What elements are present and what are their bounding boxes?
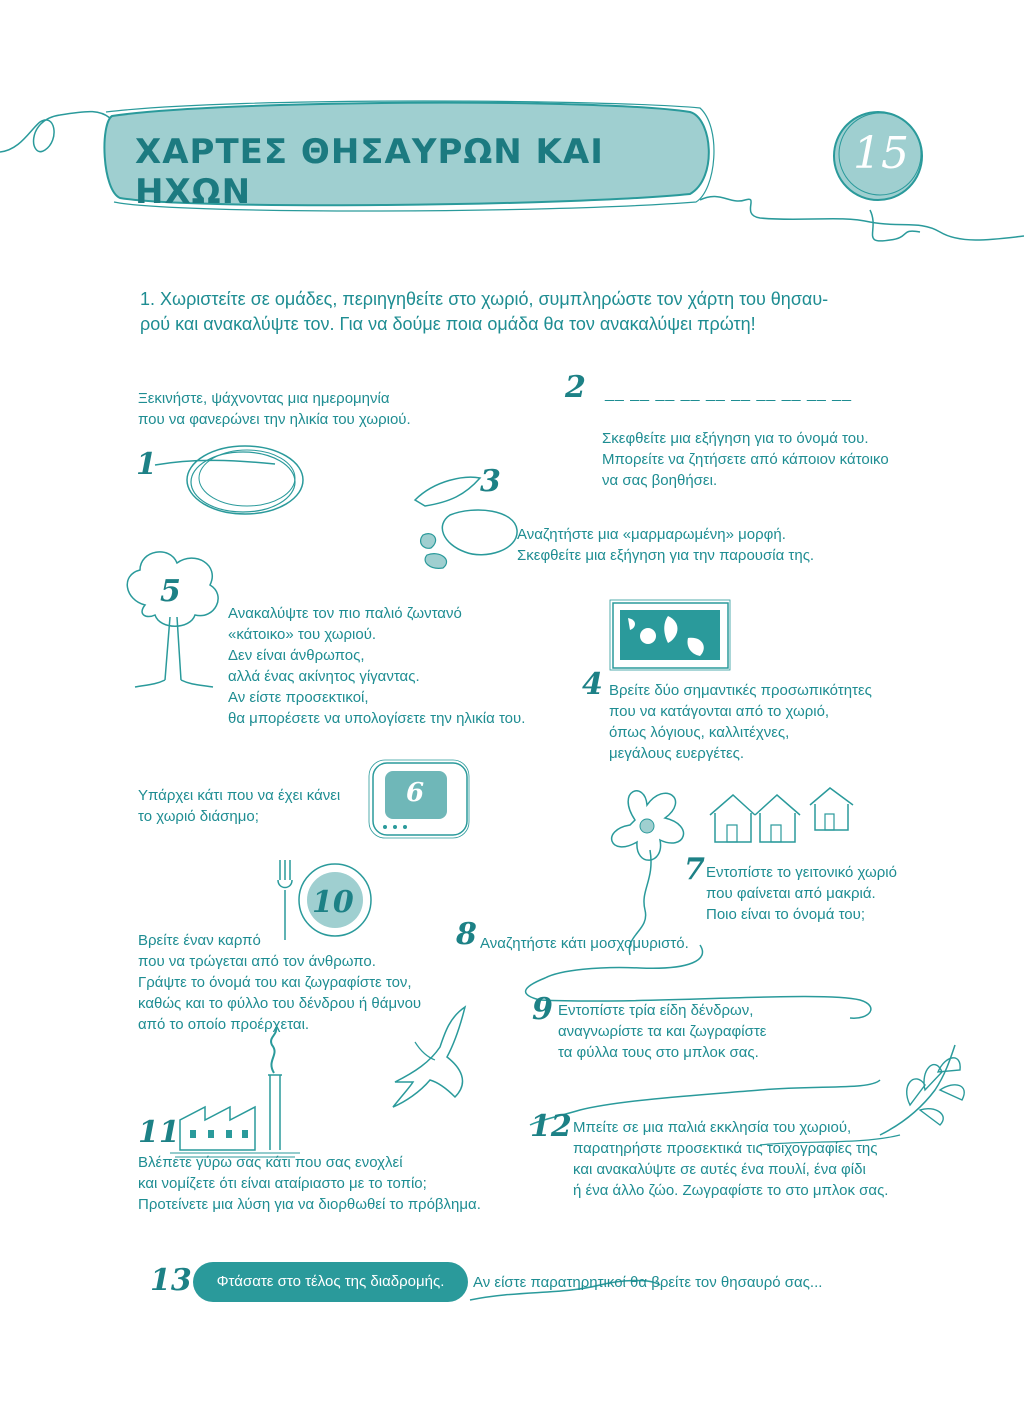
step-4-line: που να κατάγονται από το χωριό, — [609, 703, 830, 720]
step-5-line: Ανακαλύψτε τον πιο παλιό ζωντανό — [228, 605, 462, 622]
step-10-line: από το οποίο προέρχεται. — [138, 1016, 310, 1033]
step-12-line: και ανακαλύψτε σε αυτές ένα πουλί, ένα φίδι — [573, 1161, 866, 1178]
intro-line-2: ρού και ανακαλύψτε τον. Για να δούμε ποια ομάδα θα τον ανακαλύψει πρώτη! — [140, 314, 756, 334]
step-1-text — [138, 388, 458, 430]
step-4-line: μεγάλους ευεργέτες. — [609, 745, 745, 762]
step-4-number: 4 — [582, 667, 603, 702]
stone-figure-icon — [405, 470, 535, 580]
step-8-number: 8 — [456, 917, 477, 952]
end-of-route-badge: Φτάσατε στο τέλος της διαδρομής. — [193, 1262, 468, 1302]
step-9-text — [558, 1000, 838, 1063]
step-6-text — [138, 785, 378, 827]
step-9-line: αναγνωρίστε τα και ζωγραφίστε — [558, 1023, 767, 1040]
step-2-line: να σας βοηθήσει. — [602, 472, 718, 489]
step-12-line: ή ένα άλλο ζώο. Ζωγραφίστε το στο μπλοκ σας. — [573, 1182, 889, 1199]
framed-picture-icon — [608, 598, 738, 678]
step-7-line: Ποιο είναι το όνομά του; — [706, 906, 866, 923]
step-10-line: Βρείτε έναν καρπό — [138, 932, 261, 949]
step-9-line: τα φύλλα τους στο μπλοκ σας. — [558, 1044, 759, 1061]
step-2-number: 2 — [565, 370, 586, 405]
step-5-line: αλλά ένας ακίνητος γίγαντας. — [228, 668, 420, 685]
step-10-line: Γράψτε το όνομά του και ζωγραφίστε τον, — [138, 974, 412, 991]
tree-icon — [115, 545, 235, 695]
step-10-line: καθώς και το φύλλο του δένδρου ή θάμνου — [138, 995, 422, 1012]
step-7-line: Εντοπίστε το γειτονικό χωριό — [706, 864, 897, 881]
step-13-number: 13 — [150, 1263, 192, 1298]
step-12-line: παρατηρήστε προσεκτικά τις τοιχογραφίες της — [573, 1140, 878, 1157]
step-4-line: Βρείτε δύο σημαντικές προσωπικότητες — [609, 682, 872, 699]
step-7-text — [706, 862, 936, 925]
step-11-line: και νομίζετε ότι είναι αταίριαστο με το τοπίο; — [138, 1175, 427, 1192]
step-10-number: 10 — [312, 885, 354, 920]
step-3-line: Αναζητήστε μια «μαρμαρωμένη» μορφή. — [517, 526, 786, 543]
step-2-line: Σκεφθείτε μια εξήγηση για το όνομά του. — [602, 430, 869, 447]
step-5-line: Δεν είναι άνθρωπος, — [228, 647, 365, 664]
bird-icon — [385, 1002, 475, 1112]
page-title: ΧΑΡΤΕΣ ΘΗΣΑΥΡΩΝ ΚΑΙ ΗΧΩΝ — [135, 132, 604, 212]
step-10-line: που να τρώγεται από τον άνθρωπο. — [138, 953, 376, 970]
step-12-line: Μπείτε σε μια παλιά εκκλησία του χωριού, — [573, 1119, 852, 1136]
step-7-number: 7 — [684, 852, 705, 887]
step-1-line: που να φανερώνει την ηλικία του χωριού. — [138, 411, 411, 428]
step-11-number: 11 — [138, 1115, 180, 1150]
step-5-line: Αν είστε προσεκτικοί, — [228, 689, 369, 706]
intro-line-1: 1. Χωριστείτε σε ομάδες, περιηγηθείτε στο χωριό, συμπληρώστε τον χάρτη του θησαυ- — [140, 289, 829, 309]
step-2-text — [602, 428, 932, 491]
page-number: 15 — [853, 128, 909, 179]
step-6-line: το χωριό διάσημο; — [138, 808, 259, 825]
houses-icon — [705, 780, 865, 850]
step-4-line: όπως λόγιους, καλλιτέχνες, — [609, 724, 790, 741]
step-2-blanks: __ __ __ __ __ __ __ __ __ __ — [605, 385, 852, 402]
step-5-text — [228, 603, 568, 729]
step-11-text — [138, 1152, 538, 1215]
step-9-number: 9 — [532, 992, 553, 1027]
step-12-text — [573, 1117, 933, 1201]
step-6-line: Υπάρχει κάτι που να έχει κάνει — [138, 787, 341, 804]
step-8-line: Αναζητήστε κάτι μοσχομυριστό. — [480, 935, 689, 952]
step-1-number: 1 — [136, 447, 157, 482]
step-12-number: 12 — [530, 1109, 572, 1144]
step-5-line: «κάτοικο» του χωριού. — [228, 626, 377, 643]
step-5-number: 5 — [160, 574, 181, 609]
step-5-line: θα μπορέσετε να υπολογίσετε την ηλικία του. — [228, 710, 526, 727]
step-2-line: Μπορείτε να ζητήσετε από κάποιον κάτοικο — [602, 451, 889, 468]
step-1-line: Ξεκινήστε, ψάχνοντας μια ημερομηνία — [138, 390, 390, 407]
step-7-line: που φαίνεται από μακριά. — [706, 885, 876, 902]
step-6-number: 6 — [406, 778, 425, 808]
step-3-text — [517, 524, 897, 566]
step-13-text: Αν είστε παρατηρητικοί θα βρείτε τον θησαυρό σας... — [473, 1274, 823, 1291]
step-3-line: Σκεφθείτε μια εξήγηση για την παρουσία της. — [517, 547, 815, 564]
step-11-line: Προτείνετε μια λύση για να διορθωθεί το πρόβλημα. — [138, 1196, 481, 1213]
factory-icon — [170, 1035, 310, 1165]
step-11-line: Βλέπετε γύρω σας κάτι που σας ενοχλεί — [138, 1154, 403, 1171]
intro-text — [140, 287, 920, 337]
scribble-circle-icon — [155, 440, 315, 530]
step-9-line: Εντοπίστε τρία είδη δένδρων, — [558, 1002, 754, 1019]
step-4-text — [609, 680, 929, 764]
step-3-number: 3 — [480, 464, 501, 499]
